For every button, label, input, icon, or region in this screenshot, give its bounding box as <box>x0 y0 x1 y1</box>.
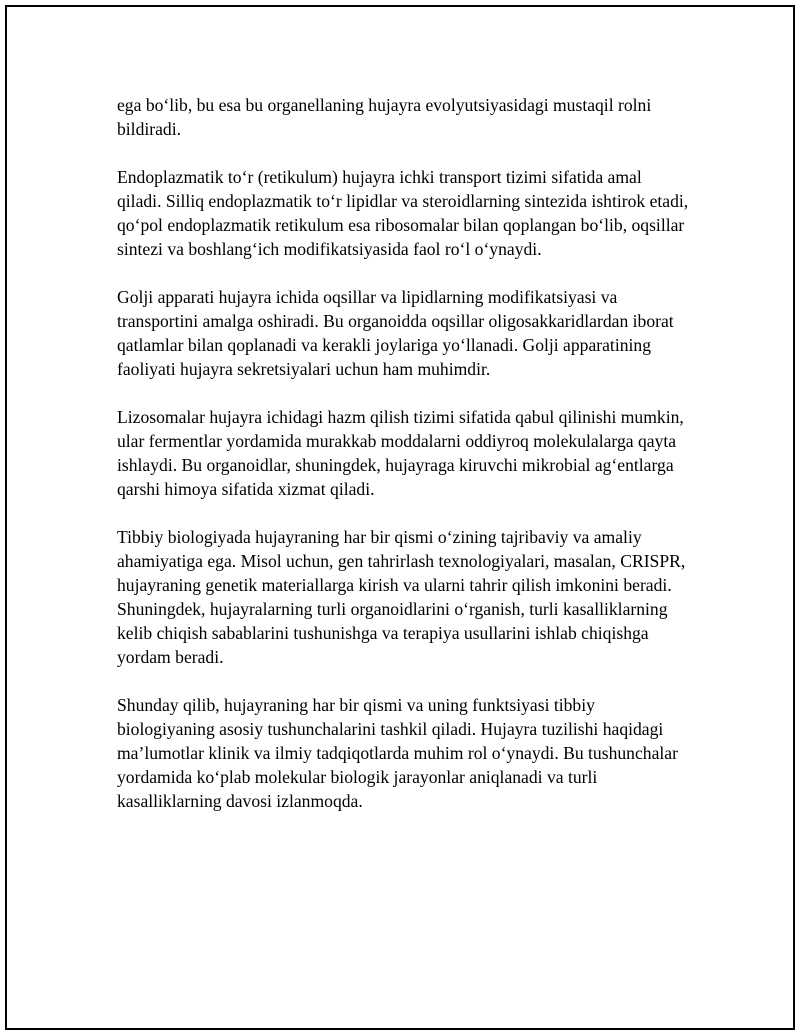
paragraph: Endoplazmatik to‘r (retikulum) hujayra ichki transport tizimi sifatida amal qiladi. Silliq endoplazmatik to‘r lipidlar va steroidlarning sintezida ishtirok etadi, qo‘pol endoplazmatik retikulum esa ribosomalar bilan qoplangan bo‘lib, oqsillar sintezi va boshlang‘ich modifikatsiyasida faol ro‘l o‘ynaydi. <box>117 167 689 259</box>
paragraph: Tibbiy biologiyada hujayraning har bir qismi o‘zining tajribaviy va amaliy ahamiyatiga ega. Misol uchun, gen tahrirlash texnologiyalari, masalan, CRISPR, hujayraning genetik materiallarga kirish va ularni tahrir qilish imkonini beradi. Shuningdek, hujayralarning turli organoidlarini o‘rganish, turli kasalliklarning kelib chiqish sabablarini tushunishga va terapiya usullarini ishlab chiqishga yordam beradi. <box>117 527 686 667</box>
paragraph: ega bo‘lib, bu esa bu organellaning hujayra evolyutsiyasidagi mustaqil rolni bildiradi. <box>117 95 652 139</box>
paragraph: Golji apparati hujayra ichida oqsillar va lipidlarning modifikatsiyasi va transportini amalga oshiradi. Bu organoidda oqsillar oligosakkaridlardan iborat qatlamlar bilan qoplanadi va kerakli joylariga yo‘llanadi. Golji apparatining faoliyati hujayra sekretsiyalari uchun ham muhimdir. <box>117 287 674 379</box>
paragraph: Shunday qilib, hujayraning har bir qismi va uning funktsiyasi tibbiy biologiyaning asosiy tushunchalarini tashkil qiladi. Hujayra tuzilishi haqidagi ma’lumotlar klinik va ilmiy tadqiqotlarda muhim rol o‘ynaydi. Bu tushunchalar yordamida ko‘plab molekular biologik jarayonlar aniqlanadi va turli kasalliklarning davosi izlanmoqda. <box>117 695 678 811</box>
document-body <box>117 93 689 837</box>
paragraph: Lizosomalar hujayra ichidagi hazm qilish tizimi sifatida qabul qilinishi mumkin, ular fermentlar yordamida murakkab moddalarni oddiyroq molekulalarga qayta ishlaydi. Bu organoidlar, shuningdek, hujayraga kiruvchi mikrobial ag‘entlarga qarshi himoya sifatida xizmat qiladi. <box>117 407 684 499</box>
